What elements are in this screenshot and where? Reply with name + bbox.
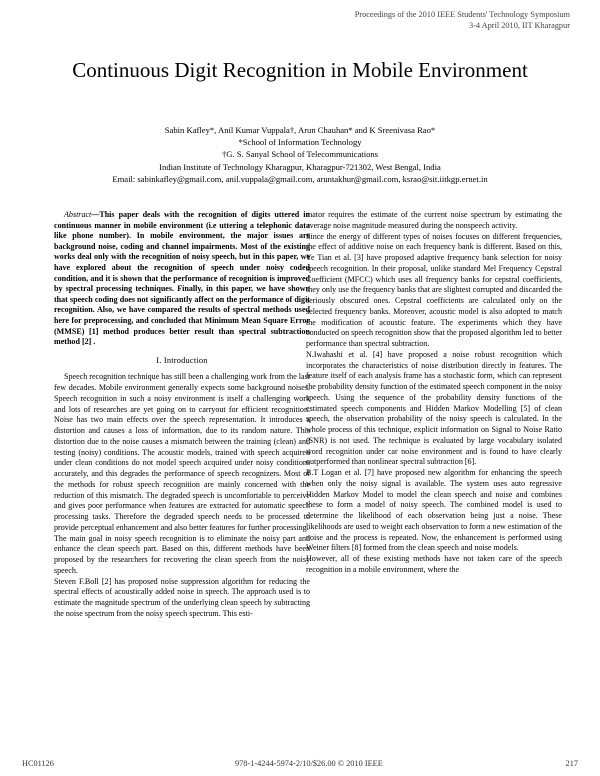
paragraph: Speech recognition technique has still been a challenging work from the last few decades. Mobile environment generally expects some background noises. Speech recognition in such a noisy environment is itself a challenging work and lots of researches are yet going on to carryout for efficient recognition. Noise has two main effects over the speech representation. It introduces a distortion and causes a loss of information, due to its random nature. This distortion due to the noise causes a mismatch between the training (clean) and testing (noisy) conditions. The acoustic models, trained with speech acquired under clean conditions do not model speech acquired under noisy conditions accurately, and this degrades the performance of speech recognizers. Most of the methods for robust speech recognition are mainly concerned with the reduction of this mismatch. The degraded speech is uncomfortable to perceive and gives poor performance when features are extracted for automatic speech processing tasks. Therefore the degraded speech needs to be processed to provide perceptual enhancement and also better features for further processing.: [54, 372, 310, 532]
author-block: [40, 124, 560, 185]
conference-name: Proceedings of the 2010 IEEE Students' Technology Symposium: [354, 10, 570, 19]
author-names: Sabin Kafley*, Anil Kumar Vuppala†, Arun Chauhan* and K Sreenivasa Rao*: [164, 125, 436, 135]
conference-header: [355, 9, 570, 31]
abstract-lead: Abstract: [64, 210, 92, 219]
footer-isbn: 978-1-4244-5974-2/10/$26.00 © 2010 IEEE: [235, 759, 383, 768]
paragraph: Steven F.Boll [2] has proposed noise suppression algorithm for reducing the spectral effects of acoustically added noise in speech. The approach used is to estimate the magnitude spectrum of the underlying clean speech by subtracting the noise spectrum from the noisy speech spectrum. This esti-: [54, 576, 310, 618]
footer-code: HC01126: [22, 759, 54, 768]
section-heading: I. Introduction: [156, 355, 208, 365]
institute: Indian Institute of Technology Kharagpur, Kharagpur-721302, West Bengal, India: [159, 161, 441, 172]
paper-title: Continuous Digit Recognition in Mobile Environment: [72, 58, 528, 82]
paragraph: mator requires the estimate of the current noise spectrum by estimating the average noise magnitude measured during the nonspeech activity.: [306, 210, 562, 230]
left-column: [54, 210, 310, 620]
abstract: [54, 210, 310, 348]
affiliation-1: *School of Information Technology: [238, 137, 362, 148]
page-number: 217: [565, 759, 578, 768]
paragraph: Since the energy of different types of noises focuses on different frequencies, the effect of additive noise on each frequency bank is different. Based on this, Ye Tian et al. [3] have proposed adaptive frequency bank selection for noisy speech recognition. In their proposal, unlike standard Mel Frequency Cepstral Coefficient (MFCC) which uses all frequency banks for cepstral coefficients, they only use the frequency banks that are slightest corrupted and discarded the seriously obscured ones. Cepstral coefficients are calculated only on the selected frequency banks. Moreover, acoustic model is also adopted to match the modification of acoustic feature. The experiments which they have conducted on speech recognition show that the proposed algorithm led to better performance than spectral subtraction.: [306, 231, 562, 348]
right-column: [306, 210, 562, 576]
paragraph: B.T Logan et al. [7] have proposed new algorithm for enhancing the speech when only the noisy signal is available. The system uses auto regressive Hidden Markov Model to model the clean speech and noise and combines these to form a model of noisy speech. The combined model is used to determine the likelihood of each observation being just a noise. These likelihoods are used to weight each observation to form a new estimation of the noise and the process is repeated. Now, the enhancement is performed using Weiner filters [8] formed from the clean speech and noise models.: [306, 468, 562, 553]
affiliation-2: †G. S. Sanyal School of Telecommunications: [221, 149, 379, 160]
conference-date: 3-4 April 2010, IIT Kharagpur: [468, 21, 570, 30]
paragraph: The main goal in noisy speech recognition is to eliminate the noisy part and enhance the clean speech part. Based on this, different methods have been proposed by the researchers for recovering the clean speech from the noisy speech.: [54, 533, 310, 575]
abstract-text: —This paper deals with the recognition of digits uttered in continuous manner in mobile environment (i.e uttering a telephonic data like phone number). In mobile environment, the major issues are background noise, coding and channel impairments. Most of the existing works deal only with the recognition of noisy speech, but in this paper, we have explored about the recognition of speech under noisy coded condition, and it is shown that the performance of recognition is improved by spectral processing techniques. Finally, in this paper, we have shown that speech coding does not significantly affect on the performance of digit recognition. Also, we have compared the results of spectral methods used here for preprocessing, and concluded that Minimum Mean Square Error (MMSE) [1] method produces better result than spectral subtraction method [2] .: [54, 210, 310, 347]
paragraph: However, all of these existing methods have not taken care of the speech recognition in a mobile environment, where the: [306, 554, 562, 574]
email-line: Email: sabinkafley@gmail.com, anil.vuppala@gmail.com, aruntakhur@gmail.com, ksrao@sit.iitkgp.ernet.in: [112, 173, 488, 184]
paragraph: N.Iwahashi et al. [4] have proposed a noise robust recognition which incorporates the characteristics of noise distribution directly in features. The feature itself of each analysis frame has a stochastic form, which can represent the probability density function of the estimated speech component in the noisy speech. Using the sequence of the probability density functions of the estimated speech components and Hidden Markov Modelling [5] of clean speech, the observation probability of the noisy speech is calculated. In the whole process of this technique, explicit information on Signal to Noise Ratio (SNR) is not used. The technique is evaluated by large vocabulary isolated word recognition under car noise environment and is found to have clearly outperformed than nonlinear spectral subtraction [6].: [306, 349, 562, 467]
